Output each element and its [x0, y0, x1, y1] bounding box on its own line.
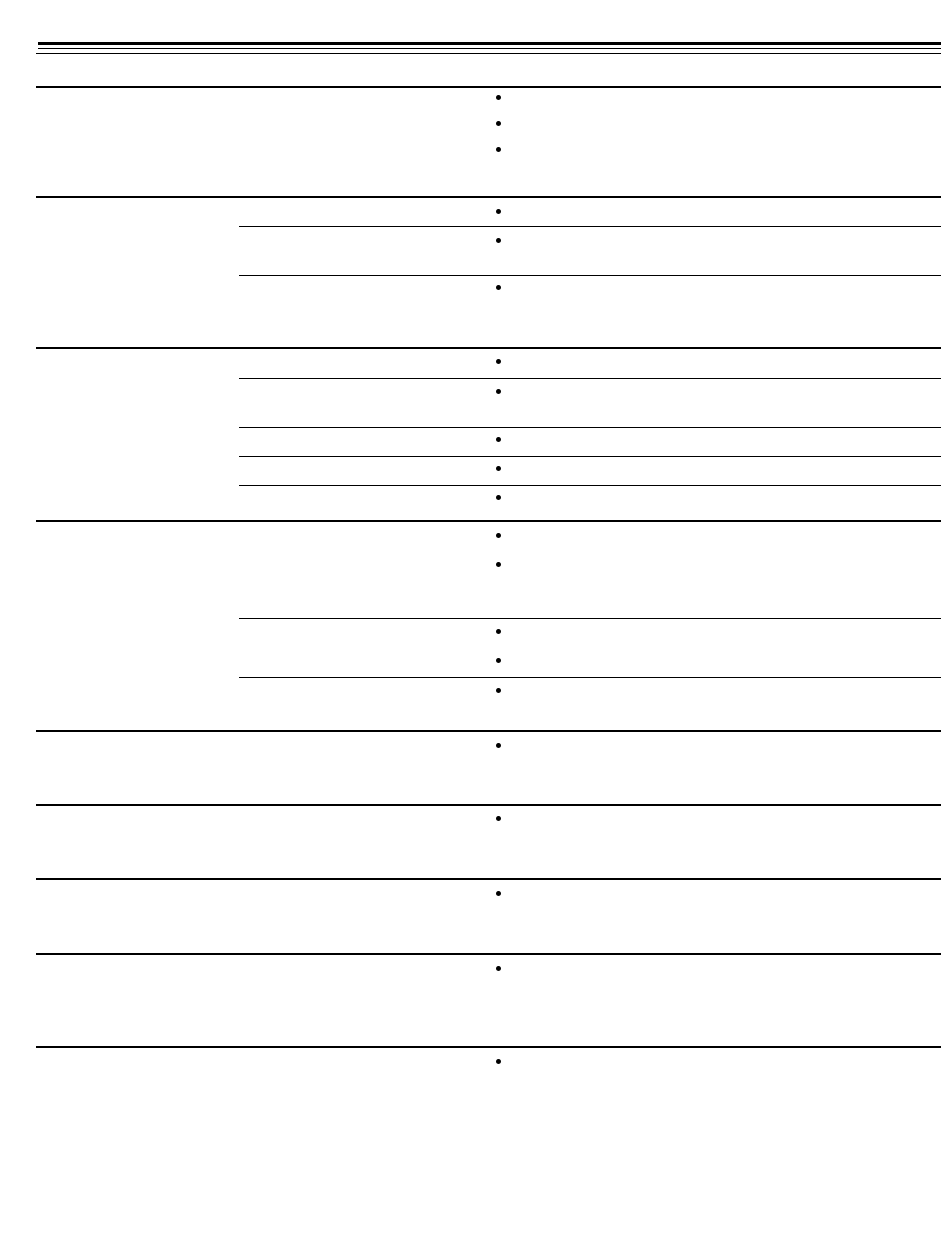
bullet-marker	[496, 743, 501, 748]
section-top-rule	[36, 520, 941, 522]
bullet-marker	[496, 95, 501, 100]
bullet-marker	[496, 121, 501, 126]
section-top-rule	[36, 953, 941, 955]
section-top-rule	[36, 804, 941, 806]
bullet-marker	[496, 389, 501, 394]
header-thin-rule	[38, 48, 941, 49]
subrow-divider-rule	[239, 485, 941, 486]
bullet-marker	[496, 562, 501, 567]
bullet-marker	[496, 147, 501, 152]
bullet-marker	[496, 359, 501, 364]
bullet-marker	[496, 285, 501, 290]
bullet-marker	[496, 658, 501, 663]
subrow-divider-rule	[239, 427, 941, 428]
column-header-bottom-rule	[36, 53, 941, 54]
section-top-rule	[36, 1046, 941, 1048]
header-top-thick-rule	[38, 42, 941, 45]
subrow-divider-rule	[239, 618, 941, 619]
bullet-marker	[496, 629, 501, 634]
section-top-rule	[36, 730, 941, 732]
section-top-rule	[36, 86, 941, 88]
section-top-rule	[36, 878, 941, 880]
subrow-divider-rule	[239, 275, 941, 276]
bullet-marker	[496, 495, 501, 500]
subrow-divider-rule	[239, 456, 941, 457]
subrow-divider-rule	[239, 378, 941, 379]
bullet-marker	[496, 466, 501, 471]
bullet-marker	[496, 209, 501, 214]
subrow-divider-rule	[239, 226, 941, 227]
bullet-marker	[496, 1059, 501, 1064]
bullet-marker	[496, 437, 501, 442]
bullet-marker	[496, 533, 501, 538]
subrow-divider-rule	[239, 677, 941, 678]
bullet-marker	[496, 238, 501, 243]
bullet-marker	[496, 688, 501, 693]
section-top-rule	[36, 347, 941, 349]
section-top-rule	[36, 196, 941, 198]
bullet-marker	[496, 966, 501, 971]
bullet-marker	[496, 891, 501, 896]
bullet-marker	[496, 816, 501, 821]
